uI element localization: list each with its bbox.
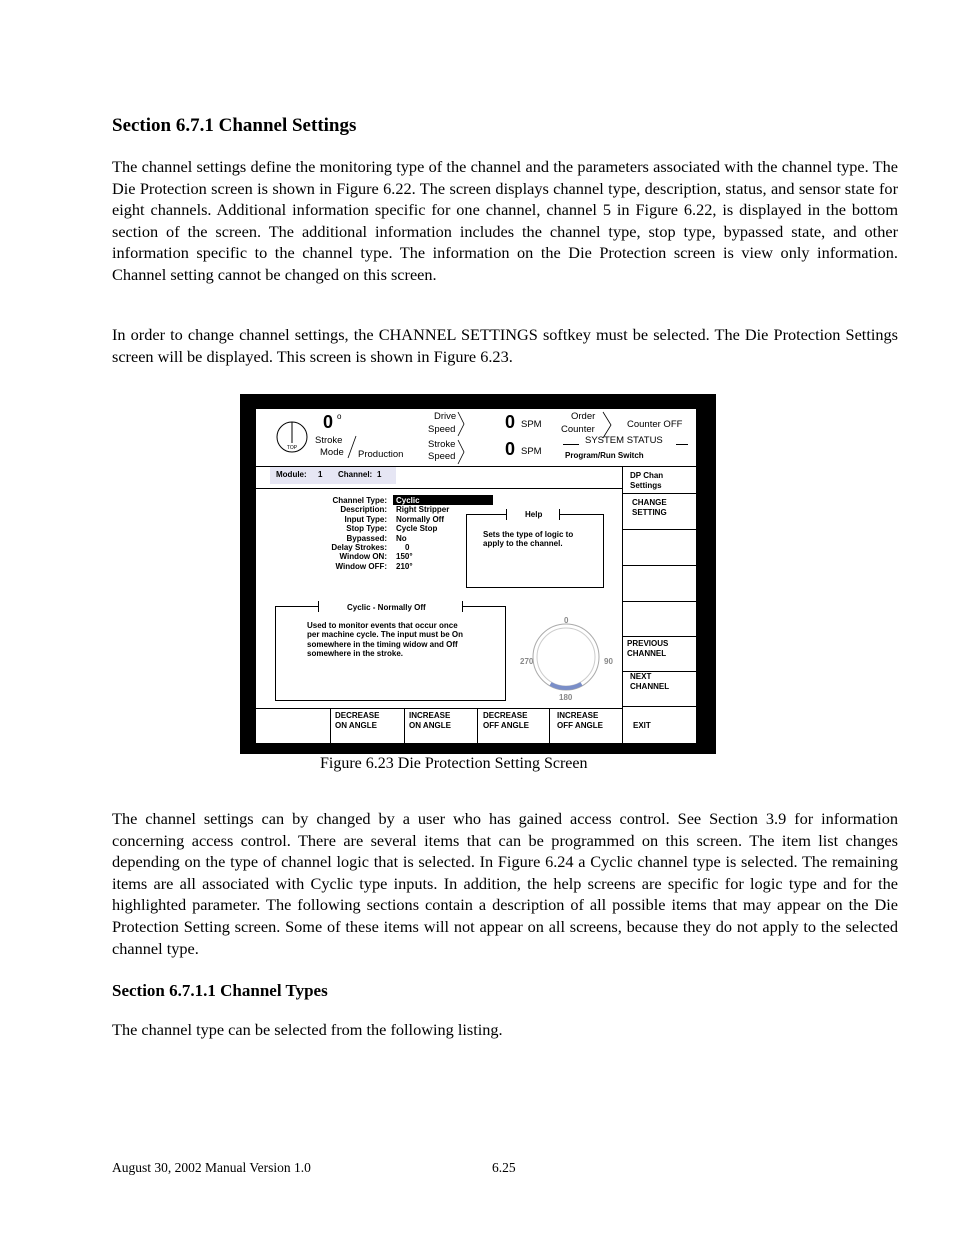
counter-status: Counter OFF [627, 419, 683, 430]
subsection-heading: Section 6.7.1.1 Channel Types [112, 981, 328, 1000]
softkey-previous-channel[interactable]: PREVIOUS CHANNEL [627, 639, 669, 658]
paragraph-1: The channel settings define the monitoring type of the channel and the parameters associated with the channel type. The Die Protection screen is shown in Figure 6.22. The screen displays channel type, description, status, and sensor state for eight channels. Additional information specific for one channel, channel 5 in Figure 6.22, is displayed in the bottom section of the screen. The additional information includes the channel type, stop type, bypassed state, and other information specific to the channel type. The information on the Die Protection screen is view only information. Channel setting cannot be changed on this screen. [112, 157, 898, 284]
top-label: TOP [286, 445, 298, 451]
top-dial-icon [276, 421, 308, 453]
softkey-change-setting[interactable]: CHANGE SETTING [632, 498, 667, 517]
drive-spm-value: 0 [505, 412, 516, 432]
softkey-next-channel[interactable]: NEXT CHANNEL [630, 672, 670, 691]
setting-stop-type[interactable]: Cycle Stop [396, 524, 438, 534]
setting-channel-type[interactable]: Cyclic [396, 496, 420, 505]
softkey-decrease-off-angle[interactable]: DECREASE OFF ANGLE [483, 711, 529, 730]
softkey-increase-on-angle[interactable]: INCREASE ON ANGLE [409, 711, 451, 730]
stroke-speed-label-1: Stroke [428, 439, 456, 450]
channel-value: 1 [377, 470, 382, 479]
settings-values [396, 496, 449, 571]
dial-label-270: 270 [520, 657, 534, 666]
order-counter-label-1: Order [571, 411, 596, 422]
settings-labels: Channel Type: Description: Input Type: Stop Type: Bypassed: Delay Strokes: Window ON: Window OFF: [331, 496, 387, 571]
dial-label-0: 0 [564, 616, 569, 625]
setting-window-on[interactable]: 150° [396, 552, 413, 562]
program-run-switch: Program/Run Switch [565, 451, 644, 460]
stroke-spm-value: 0 [505, 439, 516, 459]
setting-delay-strokes[interactable]: 0 [405, 543, 410, 553]
timing-dial [531, 622, 601, 692]
paragraph-4: The channel type can be selected from the following listing. [112, 1020, 503, 1039]
stroke-speed-label-2: Speed [428, 451, 456, 462]
drive-speed-label-1: Drive [434, 411, 457, 422]
dial-label-90: 90 [604, 657, 613, 666]
info-text: Used to monitor events that occur once per machine cycle. The input must be On somewhere in the timing widow and Off somewhere in the stroke. [307, 621, 464, 659]
stroke-mode-label-2: Mode [320, 447, 344, 458]
angle-value: 0 [323, 412, 334, 432]
order-counter-label-2: Counter [561, 424, 595, 435]
help-text: Sets the type of logic to apply to the channel. [483, 530, 574, 549]
info-title: Cyclic - Normally Off [347, 603, 426, 612]
paragraph-2: In order to change channel settings, the CHANNEL SETTINGS softkey must be selected. The Die Protection Settings screen will be displayed. This screen is shown in Figure 6.23. [112, 325, 898, 366]
setting-bypassed[interactable]: No [396, 533, 407, 543]
die-protection-setting-screen [256, 409, 696, 743]
stroke-mode-value: Production [358, 449, 404, 460]
dial-label-180: 180 [559, 693, 573, 702]
softkey-blank-2[interactable] [630, 570, 690, 596]
stroke-spm-unit: SPM [521, 446, 542, 457]
stroke-mode-label-1: Stroke [315, 435, 343, 446]
setting-description[interactable]: Right Stripper [396, 505, 450, 515]
angle-unit: o [337, 412, 342, 421]
drive-spm-unit: SPM [521, 419, 542, 430]
footer-left: August 30, 2002 Manual Version 1.0 [112, 1160, 311, 1175]
softkey-blank-1[interactable] [630, 534, 690, 560]
setting-input-type[interactable]: Normally Off [396, 514, 445, 524]
section-heading: Section 6.7.1 Channel Settings [112, 115, 357, 136]
paragraph-3: The channel settings can by changed by a user who has gained access control. See Section 3.9 for information concerning access control. There are several items that can be programmed on this screen. The item list changes depending on the type of channel logic that is selected. In Figure 6.24 a Cyclic channel type is selected. The remaining items are all associated with Cyclic type inputs. In addition, the help screens are specific for logic type and for the highlighted parameter. The following sections contain a description of all possible items that may appear on the Die Protection Setting screen. Some of these items will not appear on all screens, because they do not apply to the selected channel type. [112, 809, 898, 958]
system-status: SYSTEM STATUS [585, 435, 663, 446]
softkey-increase-off-angle[interactable]: INCREASE OFF ANGLE [557, 711, 603, 730]
module-label: Module: [276, 470, 307, 479]
module-value: 1 [318, 470, 323, 479]
help-box [466, 514, 604, 588]
drive-speed-label-2: Speed [428, 424, 456, 435]
footer-page-number: 6.25 [492, 1160, 516, 1175]
channel-label: Channel: [338, 470, 373, 479]
figure-caption: Figure 6.23 Die Protection Setting Screen [320, 755, 588, 772]
softkey-decrease-on-angle[interactable]: DECREASE ON ANGLE [335, 711, 380, 730]
setting-window-off[interactable]: 210° [396, 561, 413, 571]
help-title: Help [525, 510, 543, 519]
softkey-dp-chan-settings[interactable]: DP Chan Settings [630, 471, 664, 490]
softkey-exit[interactable]: EXIT [633, 721, 651, 730]
